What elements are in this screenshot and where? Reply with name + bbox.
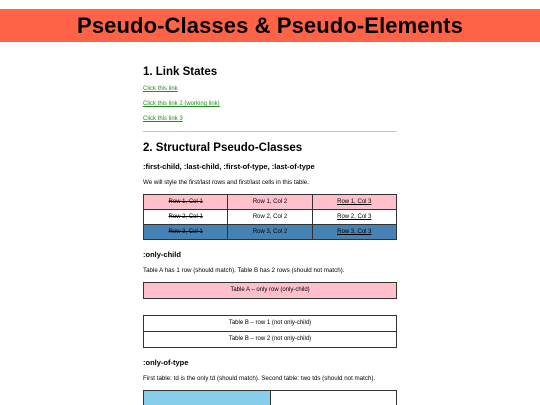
table-cell: Row 2, Col 1 (144, 209, 228, 224)
only-child-description: Table A has 1 row (should match). Table B has 2 rows (should not match). (143, 266, 345, 274)
table-cell: Table B – row 1 (not only-child) (144, 315, 397, 331)
table-a (143, 282, 397, 299)
link-row-1 (143, 86, 397, 95)
table-row (144, 282, 397, 298)
table-row (144, 391, 397, 405)
section1-heading: 1. Link States (143, 66, 218, 78)
page-banner (0, 9, 540, 42)
page-title: Pseudo-Classes & Pseudo-Elements (77, 12, 463, 38)
table-row (144, 209, 397, 224)
table-cell: Row 3, Col 2 (228, 224, 312, 239)
table-cell: Table A – only row (only-child) (144, 282, 397, 298)
table-cell: Table B – row 2 (not only-child) (144, 331, 397, 347)
link-row-2 (143, 101, 397, 110)
table-cell: Row 2, Col 2 (228, 209, 312, 224)
table-row (144, 224, 397, 239)
link-3[interactable]: Click this link 3 (143, 116, 183, 122)
table-cell (270, 391, 397, 405)
main-content (143, 58, 397, 401)
table-cell (144, 391, 271, 405)
only-of-type-table (143, 390, 397, 405)
link-2[interactable]: Click this link 2 (working link) (143, 101, 220, 107)
table-cell: Row 3, Col 1 (144, 224, 228, 239)
table-row (144, 331, 397, 347)
table-cell: Row 1, Col 2 (228, 194, 312, 209)
first-last-description: We will style the first/last rows and first/last cells in this table. (143, 179, 309, 186)
first-last-heading: :first-child, :last-child, :first-of-type, :last-of-type (143, 162, 315, 171)
link-row-3 (143, 116, 397, 125)
table-cell: Row 2, Col 3 (312, 209, 396, 224)
table-cell: Row 3, Col 3 (312, 224, 396, 239)
only-of-type-heading: :only-of-type (143, 357, 189, 367)
structural-table (143, 194, 397, 240)
section2-heading: 2. Structural Pseudo-Classes (143, 142, 303, 154)
only-of-type-table-wrap (143, 389, 397, 401)
link-1[interactable]: Click this link (143, 86, 178, 92)
table-cell: Row 1, Col 3 (312, 194, 396, 209)
only-child-heading: :only-child (143, 249, 181, 259)
table-row (144, 194, 397, 209)
table-cell: Row 1, Col 1 (144, 194, 228, 209)
section-divider (143, 131, 397, 132)
table-b (143, 315, 397, 348)
table-row (144, 315, 397, 331)
only-of-type-description: First table: td is the only td (should match). Second table: two tds (should not match). (143, 374, 376, 382)
